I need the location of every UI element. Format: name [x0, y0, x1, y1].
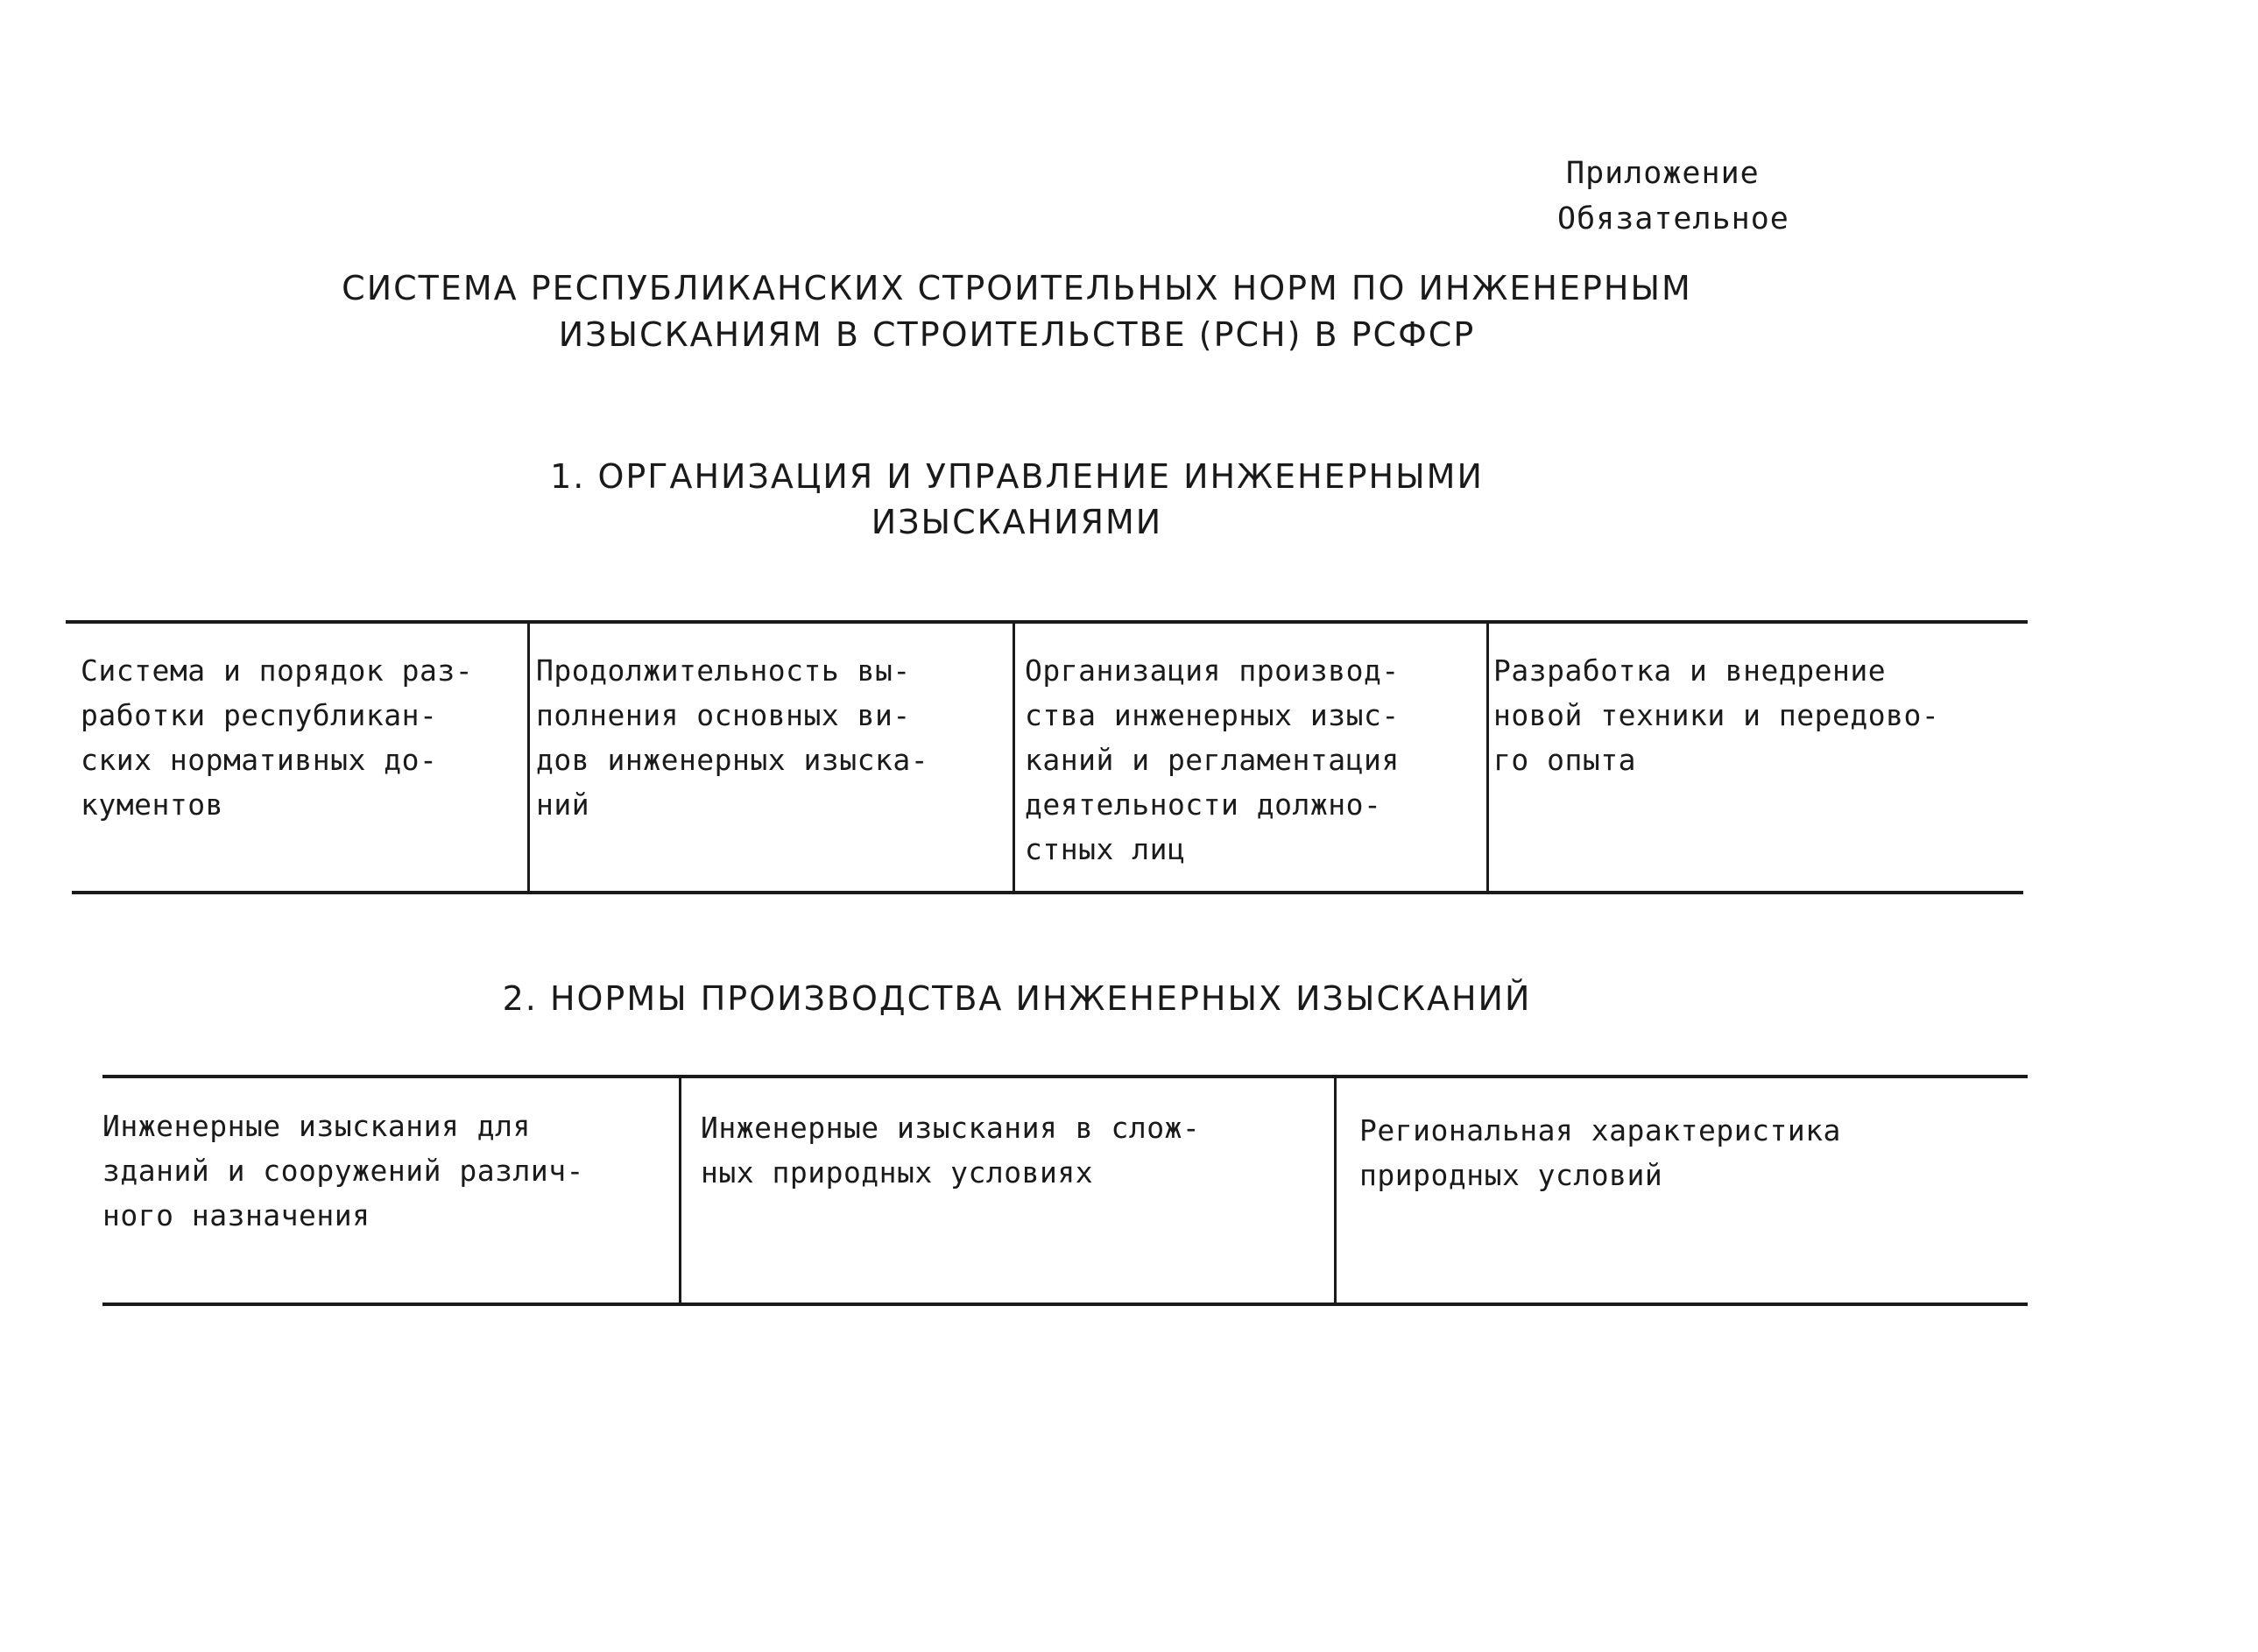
table-1-divider — [1486, 622, 1489, 892]
cell-line: Инженерные изыскания для — [102, 1109, 531, 1143]
cell-line: кументов — [81, 787, 223, 822]
cell-line: Региональная характеристика — [1359, 1113, 1841, 1147]
cell-line: дов инженерных изыска- — [536, 743, 929, 777]
table-1-bottom-border — [72, 891, 2023, 894]
table-2-cell — [1359, 1108, 1841, 1197]
table-1-cell — [1493, 648, 1939, 782]
cell-line: Разработка и внедрение — [1493, 653, 1887, 688]
table-1-divider — [527, 622, 530, 892]
cell-line: ских нормативных до- — [81, 743, 438, 777]
cell-line: работки республикан- — [81, 698, 438, 732]
cell-line: Организация производ- — [1025, 653, 1400, 688]
section-1-title — [0, 454, 2034, 545]
section-1-title-line-1: 1. ОРГАНИЗАЦИЯ И УПРАВЛЕНИЕ ИНЖЕНЕРНЫМИ — [550, 457, 1484, 496]
section-2-title: 2. НОРМЫ ПРОИЗВОДСТВА ИНЖЕНЕРНЫХ ИЗЫСКАНИЙ — [502, 979, 1532, 1018]
table-2-top-border — [102, 1075, 2028, 1078]
cell-line: новой техники и передово- — [1493, 698, 1940, 732]
table-2-cell — [701, 1105, 1200, 1195]
table-1-cell — [1025, 648, 1400, 872]
title-line-1: СИСТЕМА РЕСПУБЛИКАНСКИХ СТРОИТЕЛЬНЫХ НОРМ ПО ИНЖЕНЕРНЫМ — [342, 269, 1692, 307]
cell-line: ного назначения — [102, 1198, 370, 1232]
cell-line: Система и порядок раз- — [81, 653, 474, 688]
cell-line: природных условий — [1359, 1158, 1663, 1192]
cell-line: каний и регламентация — [1025, 743, 1400, 777]
appendix-label — [1557, 151, 1789, 242]
cell-line: ных природных условиях — [701, 1155, 1094, 1190]
cell-line: деятельности должно- — [1025, 787, 1382, 822]
section-1-title-line-2: ИЗЫСКАНИЯМИ — [871, 503, 1163, 541]
table-1-divider — [1013, 622, 1015, 892]
table-1-top-border — [66, 620, 2028, 624]
cell-line: зданий и сооружений различ- — [102, 1154, 584, 1188]
cell-line: стных лиц — [1025, 832, 1186, 866]
table-2-divider — [1334, 1077, 1337, 1303]
table-1-cell — [536, 648, 928, 827]
cell-line: го опыта — [1493, 743, 1636, 777]
table-2-bottom-border — [102, 1303, 2028, 1306]
table-2-cell — [102, 1104, 584, 1238]
document-title — [0, 265, 2034, 358]
cell-line: Инженерные изыскания в слож- — [701, 1111, 1201, 1145]
table-2-divider — [679, 1077, 681, 1303]
cell-line: ства инженерных изыс- — [1025, 698, 1400, 732]
appendix-line-2: Обязательное — [1557, 201, 1789, 237]
cell-line: ний — [536, 787, 590, 822]
title-line-2: ИЗЫСКАНИЯМ В СТРОИТЕЛЬСТВЕ (РСН) В РСФСР — [558, 315, 1476, 354]
cell-line: Продолжительность вы- — [536, 653, 911, 688]
table-1-cell — [81, 648, 473, 827]
cell-line: полнения основных ви- — [536, 698, 911, 732]
appendix-line-1: Приложение — [1566, 156, 1760, 191]
